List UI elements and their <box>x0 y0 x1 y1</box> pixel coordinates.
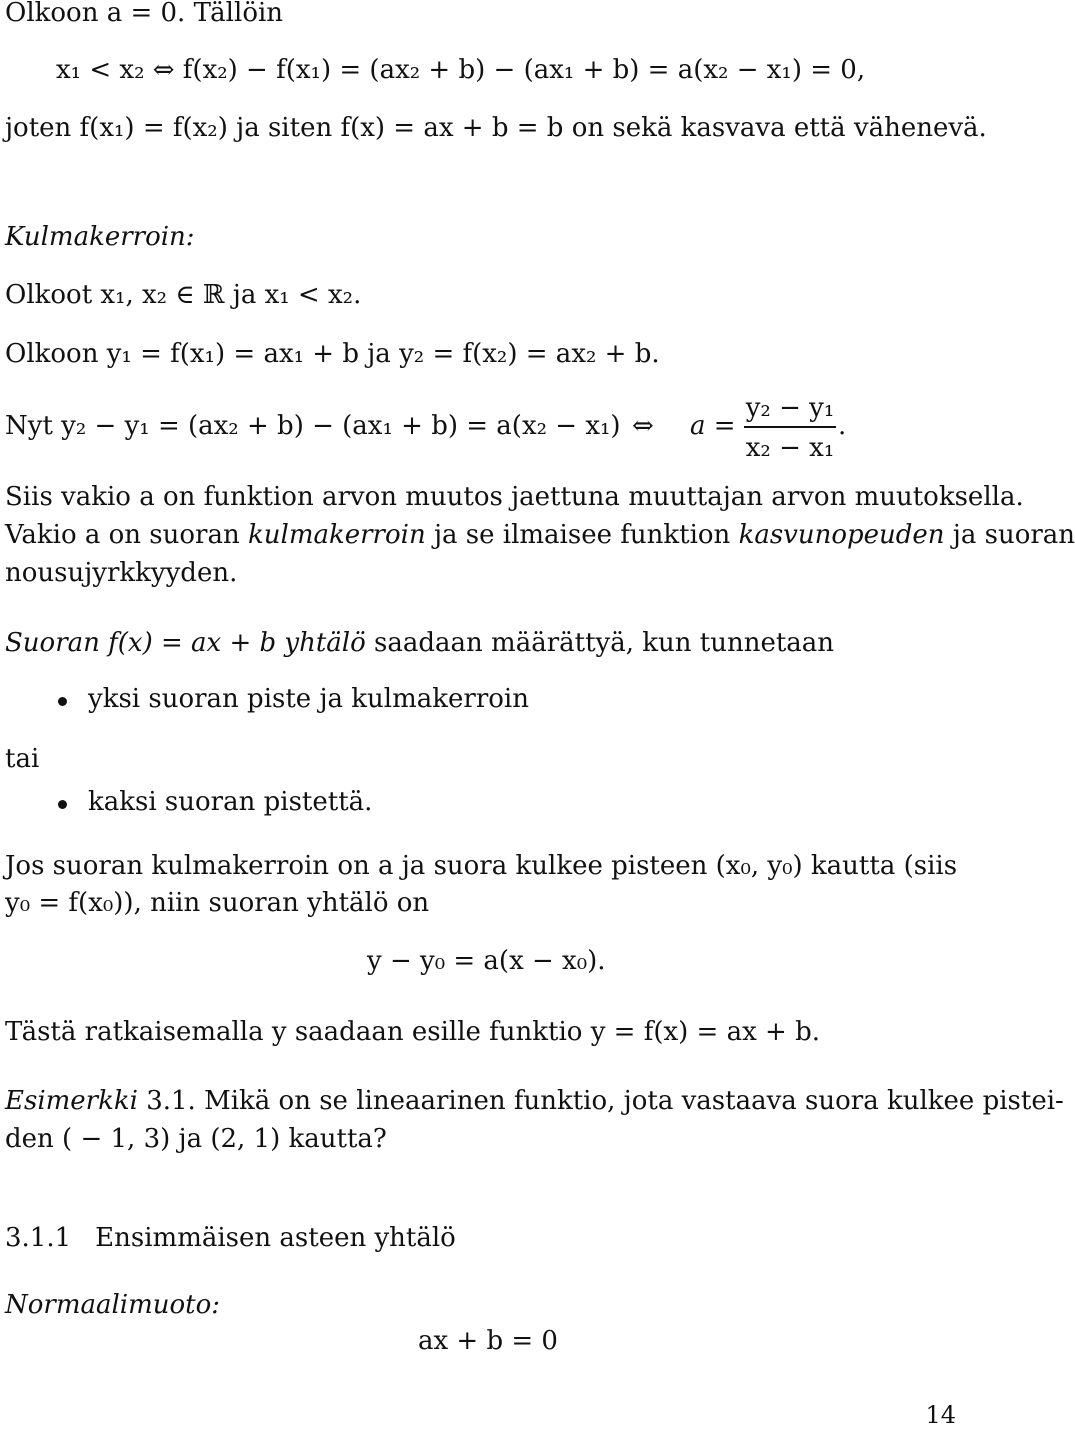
section-label: Normaalimuoto: <box>5 1290 221 1320</box>
section-number: 3.1.1 <box>5 1223 72 1253</box>
section-title: Ensimmäisen asteen yhtälö <box>95 1223 456 1253</box>
text-line: tai <box>5 744 40 774</box>
text-line <box>5 630 834 656</box>
equation: Nyt y₂ − y₁ = (ax₂ + b) − (ax₁ + b) = a(x₂ − x₁) <box>5 411 621 441</box>
text-span: Vakio a on suoran <box>5 520 248 550</box>
list-item: yksi suoran piste ja kulmakerroin <box>88 684 529 714</box>
text-line: y₀ = f(x₀)), niin suoran yhtälö on <box>5 888 430 918</box>
text-line: Jos suoran kulmakerroin on a ja suora kulkee pisteen (x₀, y₀) kautta (siis <box>5 851 958 881</box>
fraction <box>744 393 836 465</box>
equation: a = <box>690 411 736 441</box>
text-line: Siis vakio a on funktion arvon muutos jaettuna muuttajan arvon muutoksella. <box>5 482 1024 512</box>
section-heading <box>5 1225 456 1251</box>
text-line: den ( − 1, 3) ja (2, 1) kautta? <box>5 1124 387 1154</box>
text-line: . <box>838 411 847 441</box>
example-label: Esimerkki <box>5 1086 138 1116</box>
fraction-denominator: x₂ − x₁ <box>745 433 835 463</box>
section-label: Kulmakerroin: <box>5 222 195 252</box>
text-line: nousujyrkkyyden. <box>5 558 238 588</box>
text-line: Olkoon y₁ = f(x₁) = ax₁ + b ja y₂ = f(x₂) = ax₂ + b. <box>5 339 660 369</box>
term-suoran-yhtalo: Suoran f(x) = ax + b yhtälö <box>5 628 366 658</box>
text-line: joten f(x₁) = f(x₂) ja siten f(x) = ax + b = b on sekä kasvava että vähenevä. <box>5 113 987 143</box>
bullet-icon <box>58 800 67 809</box>
text-span: saadaan määrättyä, kun tunnetaan <box>365 628 835 658</box>
equation: ax + b = 0 <box>418 1326 558 1356</box>
text-line <box>5 1088 1064 1114</box>
page-number: 14 <box>925 1401 956 1429</box>
iff-symbol: ⇔ <box>632 411 654 441</box>
text-line: Tästä ratkaisemalla y saadaan esille funktio y = f(x) = ax + b. <box>5 1017 820 1047</box>
text-span: ja se ilmaisee funktion <box>425 520 739 550</box>
fraction-numerator: y₂ − y₁ <box>745 393 835 423</box>
text-line: Olkoon a = 0. Tällöin <box>5 0 284 28</box>
fraction-bar <box>744 426 836 428</box>
term-kulmakerroin: kulmakerroin <box>248 520 426 550</box>
equation: x₁ < x₂ ⇔ f(x₂) − f(x₁) = (ax₂ + b) − (ax₁ + b) = a(x₂ − x₁) = 0, <box>56 55 866 85</box>
bullet-icon <box>58 697 67 706</box>
text-span: 3.1. Mikä on se lineaarinen funktio, jota vastaava suora kulkee pistei- <box>137 1086 1064 1116</box>
list-item: kaksi suoran pistettä. <box>88 787 373 817</box>
text-span: ja suoran <box>944 520 1075 550</box>
text-line: Olkoot x₁, x₂ ∈ ℝ ja x₁ < x₂. <box>5 280 362 310</box>
term-kasvunopeus: kasvunopeuden <box>738 520 945 550</box>
text-line <box>5 522 1075 548</box>
equation: y − y₀ = a(x − x₀). <box>367 946 606 976</box>
